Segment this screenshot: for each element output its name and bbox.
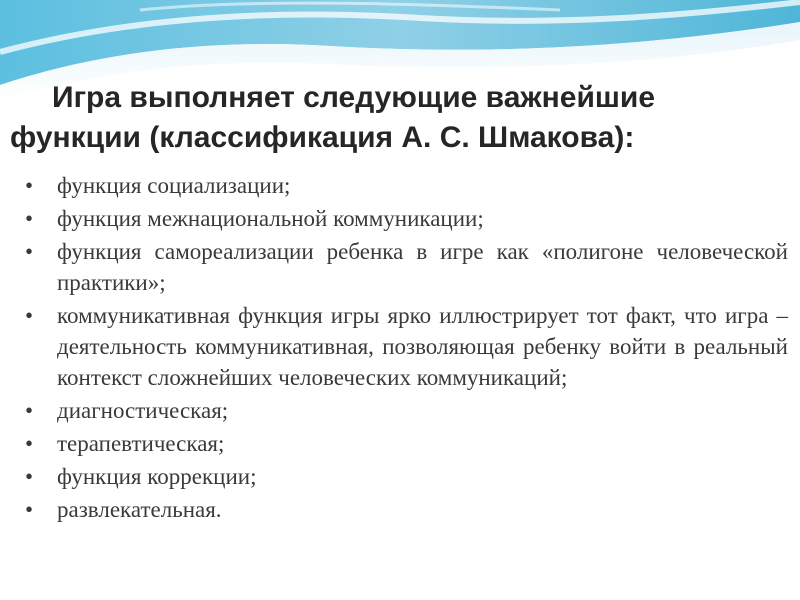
list-item <box>0 494 800 525</box>
slide-title <box>0 78 800 158</box>
bullet-list-container <box>0 170 800 527</box>
list-item <box>0 395 800 426</box>
bullet-icon: • <box>25 464 34 489</box>
list-item-text: терапевтическая; <box>57 431 225 456</box>
list-item <box>0 300 800 393</box>
bullet-icon: • <box>25 398 34 423</box>
bullet-icon: • <box>25 497 34 522</box>
bullet-icon: • <box>25 303 34 328</box>
list-item-text: функция межнациональной коммуникации; <box>57 206 484 231</box>
list-item-text: диагностическая; <box>57 398 229 423</box>
list-item-text: развлекательная. <box>57 497 222 522</box>
list-item <box>0 170 800 201</box>
list-item <box>0 461 800 492</box>
slide-title-line-2: функции (классификация А. С. Шмакова): <box>10 121 635 154</box>
slide-title-line-1: Игра выполняет следующие важнейшие <box>52 81 656 114</box>
list-item-text: функция социализации; <box>57 173 291 198</box>
bullet-list <box>0 170 800 525</box>
list-item <box>0 236 800 298</box>
list-item <box>0 203 800 234</box>
bullet-icon: • <box>25 173 34 198</box>
bullet-icon: • <box>25 206 34 231</box>
list-item-text: функция коррекции; <box>57 464 257 489</box>
bullet-icon: • <box>25 239 34 264</box>
list-item-text: функция самореализации ребенка в игре как «полигоне человеческой практики»; <box>57 239 788 295</box>
list-item-text: коммуникативная функция игры ярко иллюстрирует тот факт, что игра – деятельность коммуникативная, позволяющая ребенку войти в реальный контекст сложнейших человеческих коммуникаций; <box>57 303 788 390</box>
list-item <box>0 428 800 459</box>
bullet-icon: • <box>25 431 34 456</box>
